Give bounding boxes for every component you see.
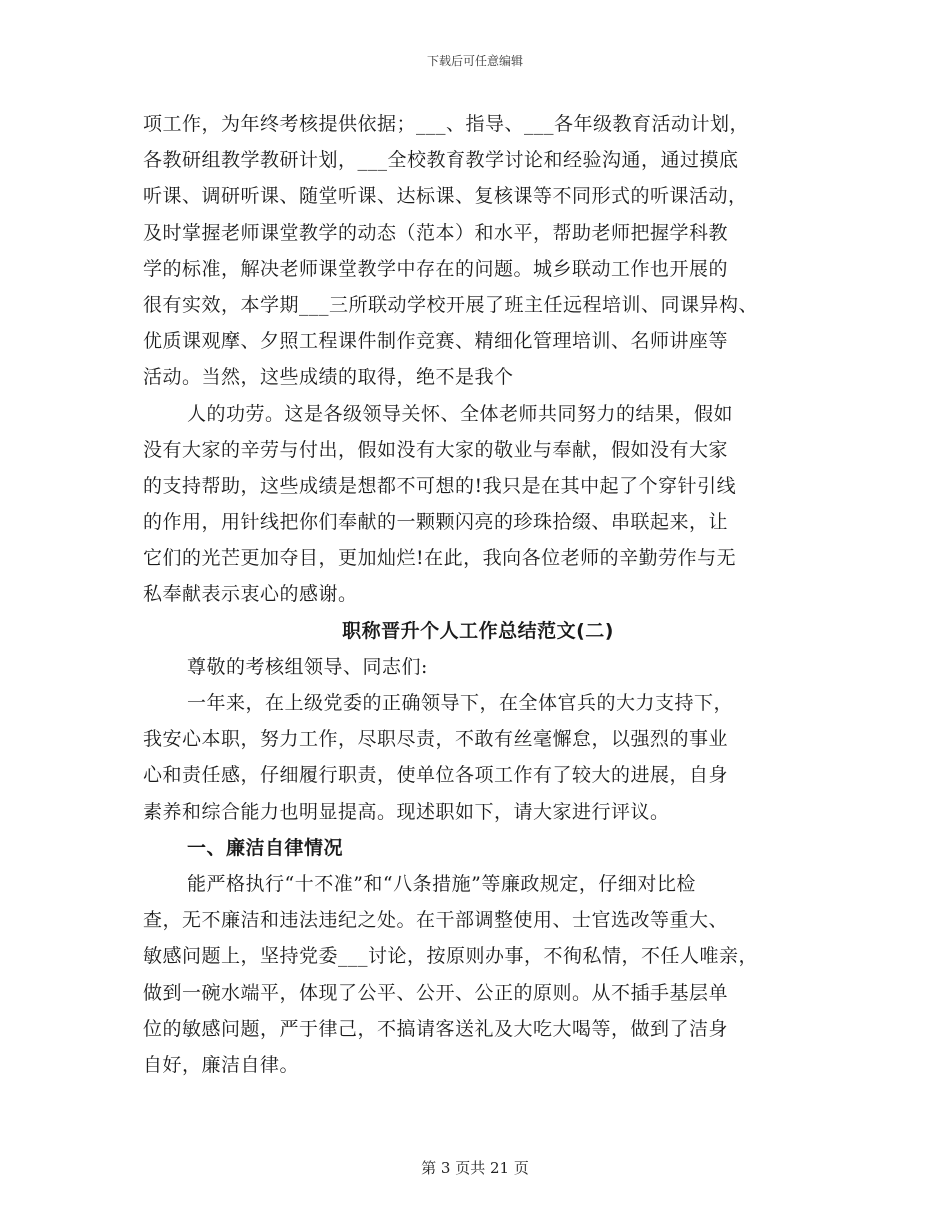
text-line: 敏感问题上，坚持党委___讨论，按原则办事，不徇私情，不任人唯亲， bbox=[143, 945, 759, 968]
text-line: 尊敬的考核组领导、同志们: bbox=[187, 655, 428, 678]
text-line: 活动。当然，这些成绩的取得，绝不是我个 bbox=[143, 366, 514, 389]
text-line: 做到一碗水端平，体现了公平、公开、公正的原则。从不插手基层单 bbox=[143, 981, 729, 1004]
text-line: 及时掌握老师课堂教学的动态（范本）和水平，帮助老师把握学科教 bbox=[143, 221, 729, 244]
text-line: 很有实效，本学期___三所联动学校开展了班主任远程培训、同课异构、 bbox=[143, 293, 759, 316]
text-line: 能严格执行“十不准”和“八条措施”等廉政规定，仔细对比检 bbox=[187, 872, 696, 895]
text-line: 素养和综合能力也明显提高。现述职如下，请大家进行评议。 bbox=[143, 800, 670, 823]
text-line: 人的功劳。这是各级领导关怀、全体老师共同努力的结果，假如 bbox=[187, 402, 734, 425]
text-line: 我安心本职，努力工作，尽职尽责，不敢有丝毫懈怠，以强烈的事业 bbox=[143, 728, 729, 751]
text-line: 查，无不廉洁和违法违纪之处。在干部调整使用、士官选改等重大、 bbox=[143, 909, 729, 932]
text-line: 听课、调研听课、随堂听课、达标课、复核课等不同形式的听课活动， bbox=[143, 185, 748, 208]
text-line: 项工作，为年终考核提供依据；___、指导、___各年级教育活动计划， bbox=[143, 113, 750, 135]
page-footer: 第 3 页共 21 页 bbox=[421, 1159, 529, 1177]
section-title: 职称晋升个人工作总结范文(二) bbox=[342, 619, 614, 642]
text-line: 学的标准，解决老师课堂教学中存在的问题。城乡联动工作也开展的 bbox=[143, 257, 729, 280]
text-line: 的作用，用针线把你们奉献的一颗颗闪亮的珍珠拾缀、串联起来，让 bbox=[143, 511, 729, 534]
text-line: 一年来，在上级党委的正确领导下，在全体官兵的大力支持下， bbox=[187, 692, 734, 714]
text-line: 位的敏感问题，严于律己，不搞请客送礼及大吃大喝等，做到了洁身 bbox=[143, 1017, 729, 1040]
text-line: 自好，廉洁自律。 bbox=[143, 1053, 300, 1076]
text-line: 心和责任感，仔细履行职责，使单位各项工作有了较大的进展，自身 bbox=[143, 764, 729, 787]
text-line: 私奉献表示衷心的感谢。 bbox=[143, 583, 358, 606]
section-heading: 一、廉洁自律情况 bbox=[187, 836, 344, 859]
page-header: 下载后可任意编辑 bbox=[426, 54, 523, 68]
text-line: 它们的光芒更加夺目，更加灿烂!在此，我向各位老师的辛勤劳作与无 bbox=[143, 547, 737, 570]
text-line: 的支持帮助，这些成绩是想都不可想的!我只是在其中起了个穿针引线 bbox=[143, 474, 737, 497]
text-line: 没有大家的辛劳与付出，假如没有大家的敬业与奉献，假如没有大家 bbox=[143, 438, 729, 461]
text-line: 各教研组教学教研计划，___全校教育教学讨论和经验沟通，通过摸底 bbox=[143, 149, 739, 172]
document-body bbox=[143, 106, 823, 1083]
text-line: 优质课观摩、夕照工程课件制作竞赛、精细化管理培训、名师讲座等 bbox=[143, 330, 729, 353]
